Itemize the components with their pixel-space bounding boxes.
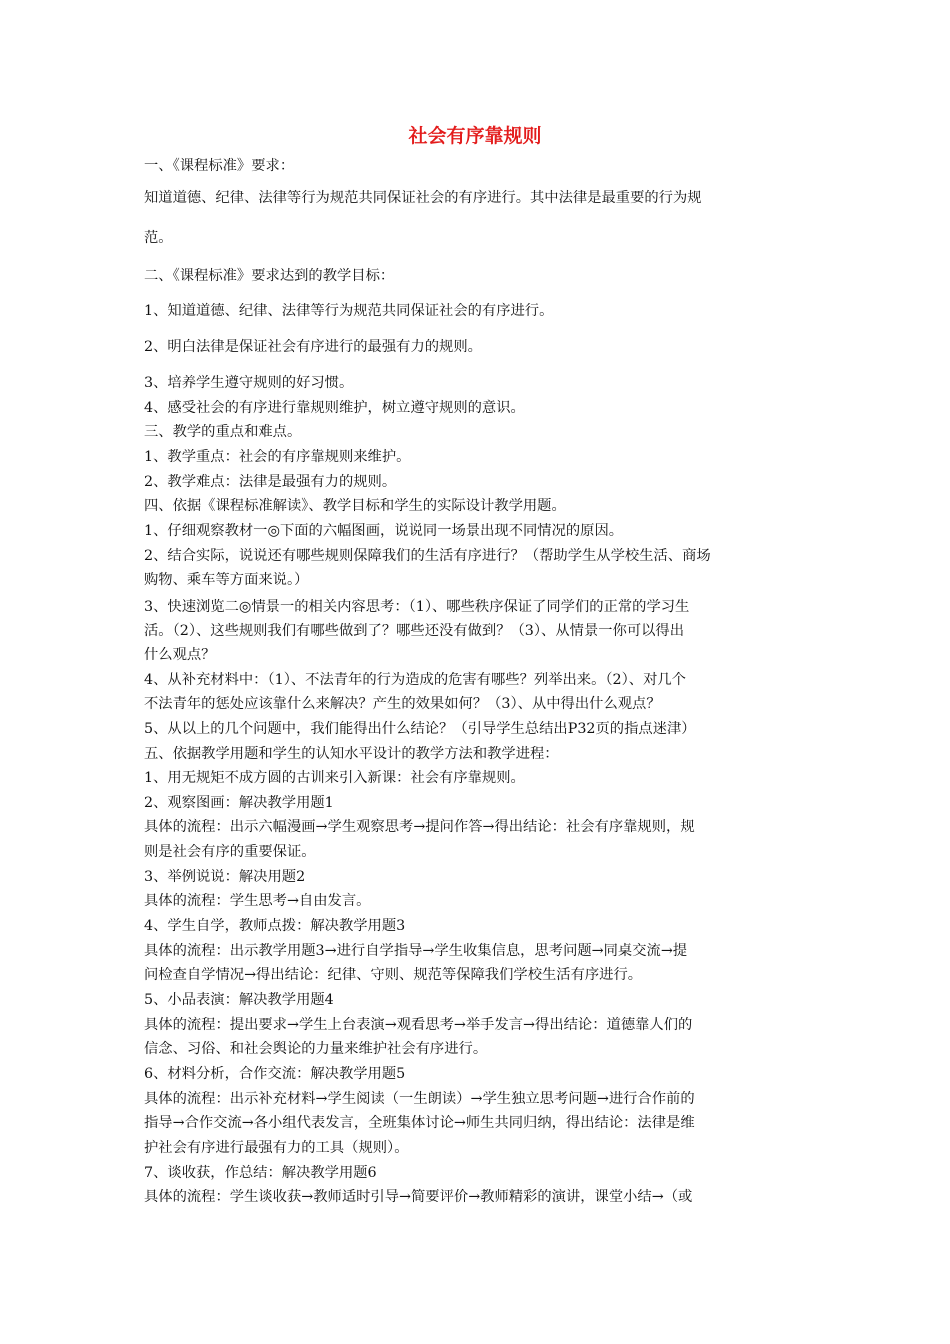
- text-line: 2、教学难点：法律是最强有力的规则。: [144, 474, 397, 490]
- text-line: 5、从以上的几个问题中，我们能得出什么结论？（引导学生总结出P32页的指点迷津）: [144, 721, 696, 737]
- text-line: 4、学生自学，教师点拨：解决教学用题3: [144, 918, 406, 934]
- text-line: 3、培养学生遵守规则的好习惯。: [144, 375, 354, 391]
- text-line: 活。（2）、这些规则我们有哪些做到了？哪些还没有做到？（3）、从情景一你可以得出: [144, 623, 685, 639]
- text-line: 具体的流程：提出要求→学生上台表演→观看思考→举手发言→得出结论：道德靠人们的: [144, 1017, 693, 1033]
- text-line: 什么观点？: [144, 647, 216, 663]
- text-line: 2、明白法律是保证社会有序进行的最强有力的规则。: [144, 339, 482, 355]
- text-line: 四、依据《课程标准解读》、教学目标和学生的实际设计教学用题。: [144, 498, 566, 514]
- text-line: 具体的流程：学生思考→自由发言。: [144, 893, 371, 909]
- text-line: 护社会有序进行最强有力的工具（规则）。: [144, 1140, 409, 1156]
- text-line: 具体的流程：出示教学用题3→进行自学指导→学生收集信息，思考问题→同桌交流→提: [144, 943, 688, 959]
- text-line: 具体的流程：出示六幅漫画→学生观察思考→提问作答→得出结论：社会有序靠规则，规: [144, 819, 695, 835]
- text-line: 信念、习俗、和社会舆论的力量来维护社会有序进行。: [144, 1041, 488, 1057]
- text-line: 知道道德、纪律、法律等行为规范共同保证社会的有序进行。其中法律是最重要的行为规: [144, 190, 702, 206]
- text-line: 五、依据教学用题和学生的认知水平设计的教学方法和教学进程：: [144, 746, 559, 762]
- text-line: 二、《课程标准》要求达到的教学目标：: [144, 268, 395, 284]
- text-line: 具体的流程：出示补充材料→学生阅读（一生朗读）→学生独立思考问题→进行合作前的: [144, 1091, 695, 1107]
- document-title: 社会有序靠规则: [408, 125, 542, 147]
- text-line: 7、谈收获，作总结：解决教学用题6: [144, 1165, 377, 1181]
- text-line: 3、快速浏览二◎情景一的相关内容思考：（1）、哪些秩序保证了同学们的正常的学习生: [144, 599, 690, 615]
- text-line: 具体的流程：学生谈收获→教师适时引导→简要评价→教师精彩的演讲，课堂小结→（或: [144, 1189, 693, 1205]
- text-line: 购物、乘车等方面来说。）: [144, 572, 309, 588]
- text-line: 4、感受社会的有序进行靠规则维护，树立遵守规则的意识。: [144, 400, 525, 416]
- text-line: 2、观察图画：解决教学用题1: [144, 795, 334, 811]
- text-line: 问检查自学情况→得出结论：纪律、守则、规范等保障我们学校生活有序进行。: [144, 967, 643, 983]
- text-line: 1、用无规矩不成方圆的古训来引入新课：社会有序靠规则。: [144, 770, 525, 786]
- text-line: 则是社会有序的重要保证。: [144, 844, 316, 860]
- text-line: 1、知道道德、纪律、法律等行为规范共同保证社会的有序进行。: [144, 303, 554, 319]
- text-line: 3、举例说说：解决用题2: [144, 869, 306, 885]
- text-line: 不法青年的惩处应该靠什么来解决？产生的效果如何？（3）、从中得出什么观点？: [144, 696, 661, 712]
- text-line: 5、小品表演：解决教学用题4: [144, 992, 334, 1008]
- text-line: 范。: [144, 230, 173, 246]
- text-line: 一、《课程标准》要求：: [144, 158, 295, 174]
- text-line: 1、仔细观察教材一◎下面的六幅图画，说说同一场景出现不同情况的原因。: [144, 523, 624, 539]
- text-line: 1、教学重点：社会的有序靠规则来维护。: [144, 449, 411, 465]
- text-line: 4、从补充材料中：（1）、不法青年的行为造成的危害有哪些？列举出来。（2）、对几个: [144, 672, 686, 688]
- text-line: 6、材料分析，合作交流：解决教学用题5: [144, 1066, 406, 1082]
- text-line: 三、教学的重点和难点。: [144, 424, 302, 440]
- text-line: 指导→合作交流→各小组代表发言，全班集体讨论→师生共同归纳，得出结论：法律是维: [144, 1115, 695, 1131]
- text-line: 2、结合实际，说说还有哪些规则保障我们的生活有序进行？（帮助学生从学校生活、商场: [144, 548, 711, 564]
